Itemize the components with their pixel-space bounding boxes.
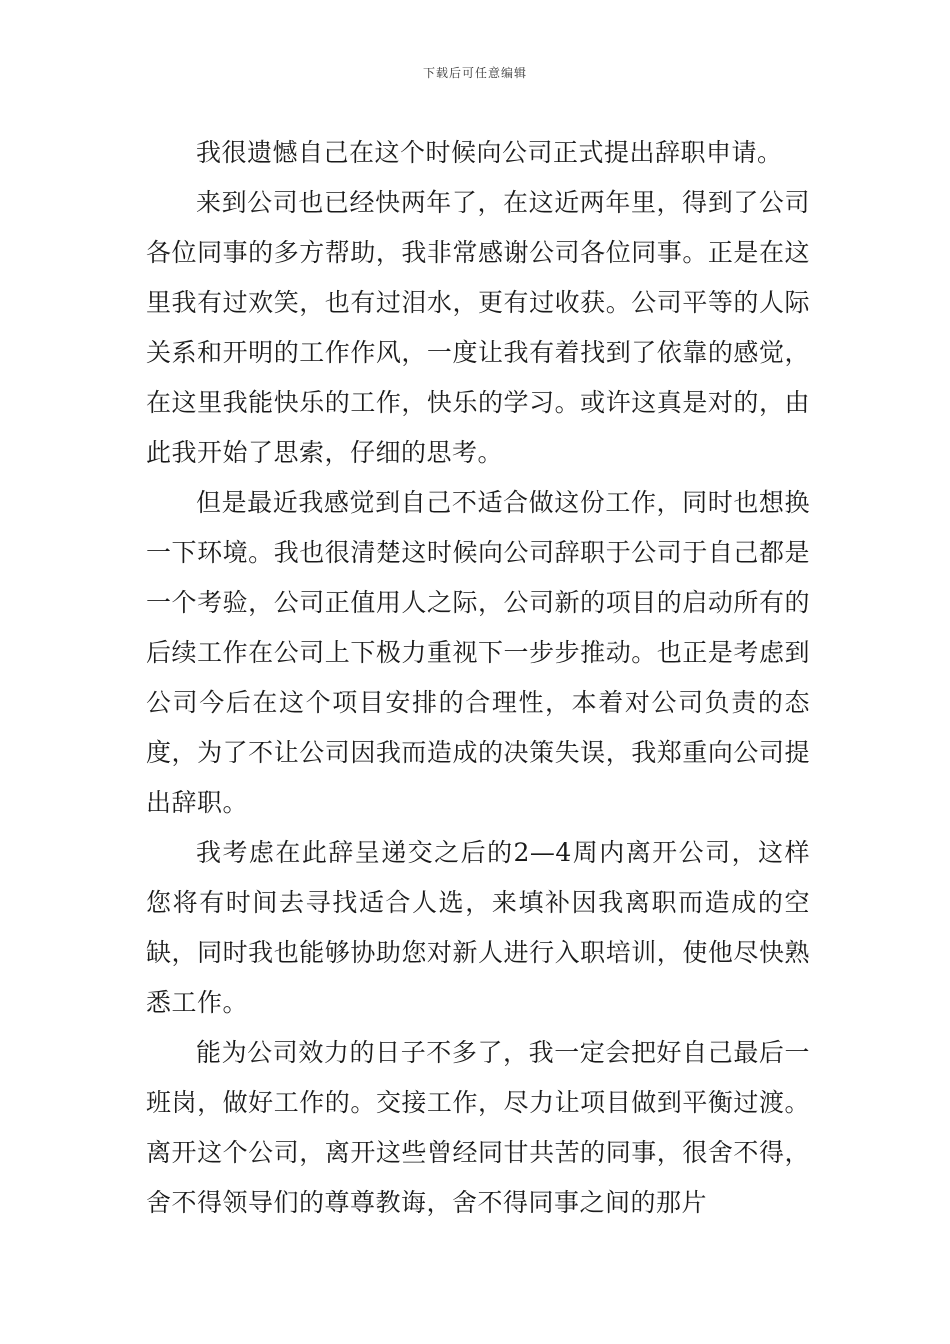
paragraph-1: 我很遗憾自己在这个时候向公司正式提出辞职申请。 — [196, 138, 783, 167]
paragraph-3: 但是最近我感觉到自己不适合做这份工作，同时也想换一下环境。我也很清楚这时候向公司辞职于公司于自己都是一个考验，公司正值用人之际，公司新的项目的启动所有的后续工作在公司上下极力重视下一步步推动。也正是考虑到公司今后在这个项目安排的合理性，本着对公司负责的态度，为了不让公司因我而造成的决策失误，我郑重向公司提出辞职。 — [146, 488, 810, 817]
paragraph-2: 来到公司也已经快两年了，在这近两年里，得到了公司各位同事的多方帮助，我非常感谢公司各位同事。正是在这里我有过欢笑，也有过泪水，更有过收获。公司平等的人际关系和开明的工作作风，一度让我有着找到了依靠的感觉，在这里我能快乐的工作，快乐的学习。或许这真是对的，由此我开始了思索，仔细的思考。 — [146, 188, 810, 467]
page-header: 下载后可任意编辑 — [422, 66, 527, 80]
document-body — [146, 128, 810, 1228]
paragraph-5: 能为公司效力的日子不多了，我一定会把好自己最后一班岗，做好工作的。交接工作，尽力让项目做到平衡过渡。离开这个公司，离开这些曾经同甘共苦的同事，很舍不得，舍不得领导们的尊尊教诲，舍不得同事之间的那片 — [146, 1038, 810, 1217]
paragraph-4: 我考虑在此辞呈递交之后的2—4周内离开公司，这样您将有时间去寻找适合人选，来填补因我离职而造成的空缺，同时我也能够协助您对新人进行入职培训，使他尽快熟悉工作。 — [146, 838, 810, 1017]
